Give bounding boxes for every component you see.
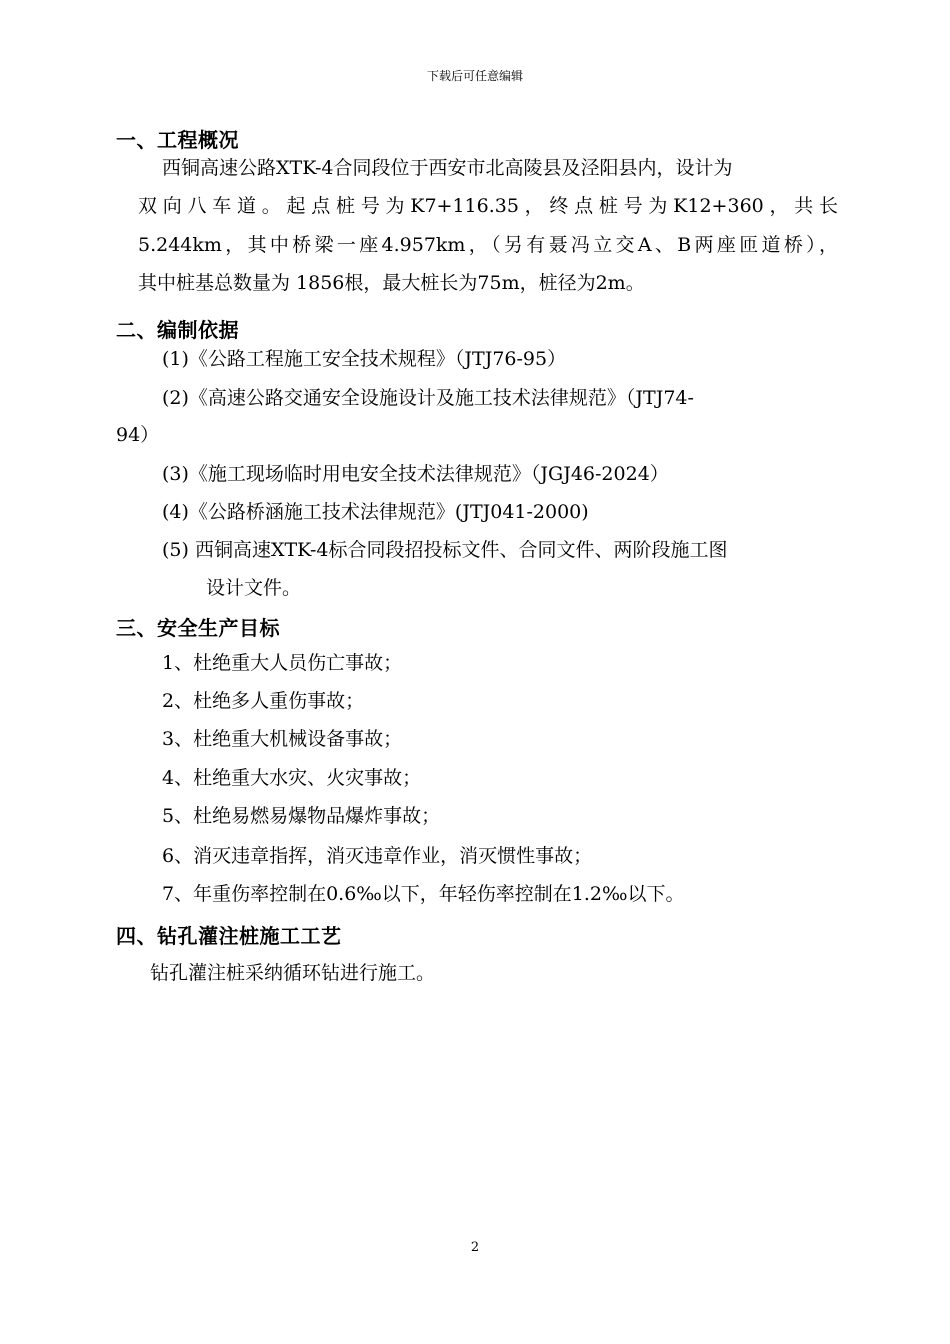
- page-number: 2: [470, 1240, 480, 1255]
- section-3-title: 三、安全生产目标: [116, 616, 280, 640]
- section-1-para-line-3: 5.244km，其中桥梁一座4.957km，（另有聂冯立交A、B两座匝道桥），: [138, 234, 838, 256]
- section-2-title: 二、编制依据: [116, 318, 239, 342]
- basis-item-5: (5) 西铜高速XTK-4标合同段招投标文件、合同文件、两阶段施工图: [162, 539, 728, 561]
- page-header: 下载后可任意编辑: [426, 69, 523, 83]
- goal-item-6: 6、消灭违章指挥，消灭违章作业，消灭惯性事故；: [162, 845, 593, 867]
- basis-item-2-cont: 94）: [116, 424, 160, 446]
- goal-item-3: 3、杜绝重大机械设备事故；: [162, 728, 403, 750]
- section-1-para-line-4: 其中桩基总数量为 1856根，最大桩长为75m，桩径为2m。: [138, 272, 645, 294]
- goal-item-2: 2、杜绝多人重伤事故；: [162, 690, 365, 712]
- goal-item-4: 4、杜绝重大水灾、火灾事故；: [162, 767, 422, 789]
- section-1-title: 一、工程概况: [116, 128, 239, 152]
- basis-item-5-cont: 设计文件。: [206, 577, 302, 599]
- goal-item-7: 7、年重伤率控制在0.6‰以下，年轻伤率控制在1.2‰以下。: [162, 883, 685, 905]
- goal-item-5: 5、杜绝易燃易爆物品爆炸事故；: [162, 805, 441, 827]
- basis-item-4: (4)《公路桥涵施工技术法律规范》(JTJ041-2000): [162, 501, 589, 523]
- basis-item-1: (1)《公路工程施工安全技术规程》（JTJ76-95）: [162, 348, 567, 370]
- section-4-para: 钻孔灌注桩采纳循环钻进行施工。: [150, 962, 436, 984]
- basis-item-3: (3)《施工现场临时用电安全技术法律规范》（JGJ46-2024）: [162, 463, 669, 485]
- basis-item-2: (2)《高速公路交通安全设施设计及施工技术法律规范》（JTJ74-: [162, 387, 694, 409]
- goal-item-1: 1、杜绝重大人员伤亡事故；: [162, 652, 403, 674]
- section-4-title: 四、钻孔灌注桩施工工艺: [116, 924, 342, 948]
- section-1-para-line-1: 西铜高速公路XTK-4合同段位于西安市北高陵县及泾阳县内，设计为: [162, 157, 733, 179]
- section-1-para-line-2: 双向八车道。起点桩号为K7+116.35，终点桩号为K12+360，共长: [138, 195, 838, 217]
